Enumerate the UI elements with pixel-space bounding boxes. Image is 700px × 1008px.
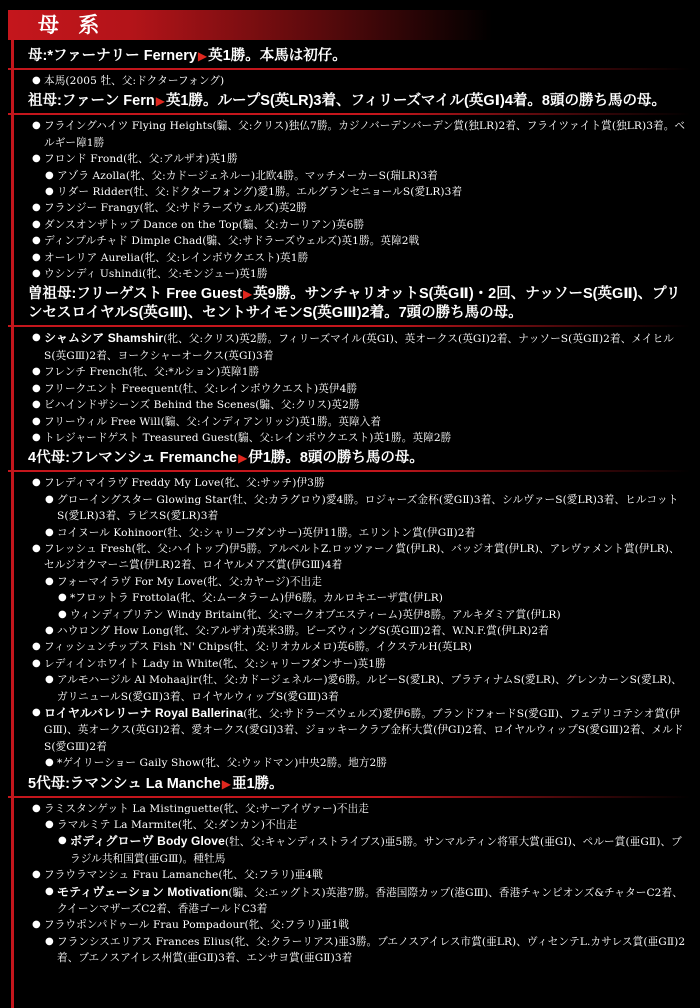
progeny-entry xyxy=(28,934,690,967)
section-2 xyxy=(28,285,690,446)
section-divider xyxy=(8,68,690,70)
progeny-entry xyxy=(28,607,690,623)
section-1 xyxy=(28,92,690,282)
triangle-arrow-icon: ▶ xyxy=(221,776,231,791)
progeny-entry xyxy=(28,430,690,446)
triangle-arrow-icon: ▶ xyxy=(238,451,248,466)
progeny-entry xyxy=(28,623,690,639)
entry-text: ダンスオンザトップ Dance on the Top(騸、父:カーリアン)英6勝 xyxy=(44,218,365,231)
progeny-entry xyxy=(28,541,690,574)
dam-name: 5代母:ラマンシュ La Manche xyxy=(28,775,221,792)
entry-text: アルモハージル Al Mohaajir(牡、父:カドージェネルー)愛6勝。ルビーS(愛LR)、プラティナムS(愛LR)、グレンカーンS(愛LR)、ガリニュールS(愛GⅡ)3着、ロイヤルウィップS(愛GⅢ)3着 xyxy=(57,674,682,703)
dam-line-sections xyxy=(28,44,690,967)
progeny-entry xyxy=(28,867,690,883)
dam-name: 母:*ファーナリー Fernery xyxy=(28,48,197,64)
progeny-entry xyxy=(28,73,690,89)
triangle-arrow-icon: ▶ xyxy=(242,287,253,302)
entry-text: フラウラマンシュ Frau Lamanche(牝、父:フラリ)亜4戦 xyxy=(44,869,323,882)
section-divider xyxy=(8,796,690,798)
dam-record: 英9勝。サンチャリオットS(英GⅡ)・2回、ナッソーS(英GⅡ)、プリンセスロイヤルS(英GⅢ)、セントサイモンS(英GⅢ)2着。7頭の勝ち馬の母。 xyxy=(28,286,681,322)
progeny-entry xyxy=(28,330,690,364)
entry-text: (牡、父:キャンディストライプス)亜5勝。サンマルティン将軍大賞(亜GⅠ)、ペルー賞(亜GⅡ)、ブラジル共和国賞(亜GⅢ)。種牡馬 xyxy=(70,836,682,865)
progeny-entry xyxy=(28,168,690,184)
entry-text: グローイングスター Glowing Star(牡、父:カラグロウ)愛4勝。ロジャーズ金杯(愛GⅡ)3着、シルヴァーS(愛LR)3着、ヒルコットS(愛LR)3着、ラピスS(愛LR)3着 xyxy=(57,493,679,523)
progeny-entry xyxy=(28,590,690,606)
highlighted-horse-name: ボディグローヴ Body Glove xyxy=(70,834,225,849)
progeny-entry xyxy=(28,397,690,413)
section-heading xyxy=(28,449,690,468)
entry-text: コイヌール Kohinoor(牡、父:シャリーフダンサー)英伊11勝。エリントン賞(伊GⅡ)2着 xyxy=(57,526,476,539)
progeny-list xyxy=(28,475,690,771)
section-0 xyxy=(28,47,690,89)
entry-text: ウィンディブリテン Windy Britain(牝、父:マークオブエスティーム)英伊8勝。アルキダミア賞(伊LR) xyxy=(70,608,561,621)
progeny-entry xyxy=(28,233,690,249)
progeny-entry xyxy=(28,917,690,933)
progeny-entry xyxy=(28,475,690,491)
entry-text: フィッシュンチップス Fish 'N' Chips(牡、父:リオカルメロ)英6勝。イクステルH(英LR) xyxy=(44,641,473,654)
progeny-entry xyxy=(28,801,690,817)
progeny-entry xyxy=(28,118,690,151)
progeny-entry xyxy=(28,755,690,771)
progeny-entry xyxy=(28,250,690,266)
entry-text: (牝、父:クリス)英2勝。フィリーズマイル(英GⅠ)、英オークス(英GⅠ)2着、ナッソーS(英GⅡ)2着、メイヒルS(英GⅢ)2着、ヨークシャーオークス(英GⅠ)3着 xyxy=(44,333,674,362)
entry-text: フロンド Frond(牝、父:アルザオ)英1勝 xyxy=(44,153,238,166)
progeny-entry xyxy=(28,574,690,590)
progeny-entry xyxy=(28,492,690,525)
triangle-arrow-icon: ▶ xyxy=(155,94,165,109)
page-title: 母 系 xyxy=(38,13,106,37)
progeny-entry xyxy=(28,151,690,167)
entry-text: フリークエント Freequent(牡、父:レインボウクエスト)英伊4勝 xyxy=(44,382,358,395)
section-heading xyxy=(28,775,690,794)
entry-text: *ゲイリーショー Gaily Show(牝、父:ウッドマン)中央2勝。地方2勝 xyxy=(57,757,387,770)
progeny-entry xyxy=(28,639,690,655)
entry-text: フリーウィル Free Will(騸、父:インディアンリッジ)英1勝。英障入着 xyxy=(44,415,382,428)
entry-text: フランシスエリアス Frances Elius(牝、父:クラーリアス)亜3勝。ブエノスアイレス市賞(亜LR)、ヴィセンテL.カサレス賞(亜GⅡ)2着、ブエノスアイレス州賞(亜GⅡ)3着、エンサヨ賞(亜GⅡ)3着 xyxy=(57,935,686,965)
progeny-entry xyxy=(28,381,690,397)
progeny-list xyxy=(28,73,690,89)
progeny-list xyxy=(28,330,690,446)
entry-text: フレンチ French(牝、父:*ルション)英障1勝 xyxy=(44,366,260,379)
entry-text: 本馬(2005 牡、父:ドクターフォング) xyxy=(44,75,225,87)
progeny-entry xyxy=(28,364,690,380)
entry-text: フレディマイラヴ Freddy My Love(牝、父:サッチ)伊3勝 xyxy=(44,477,325,490)
title-background xyxy=(8,10,700,40)
highlighted-horse-name: モティヴェーション Motivation xyxy=(57,884,229,899)
progeny-entry xyxy=(28,672,690,705)
highlighted-horse-name: ロイヤルバレリーナ Royal Ballerina xyxy=(44,706,244,720)
progeny-entry xyxy=(28,217,690,233)
entry-text: フレッシュ Fresh(牝、父:ハイトップ)伊5勝。アルベルトZ.ロッツァーノ賞(伊LR)、バッジオ賞(伊LR)、アレヴァメント賞(伊LR)、セルジオクマーニ賞(伊LR)2着、ロイヤルメアズ賞(伊GⅢ)4着 xyxy=(44,542,680,572)
progeny-entry xyxy=(28,817,690,833)
section-heading xyxy=(28,92,690,111)
progeny-entry xyxy=(28,266,690,282)
title-bar xyxy=(0,10,700,40)
entry-text: (騸、父:エッグトス)英港7勝。香港国際カップ(港GⅢ)、香港チャンピオンズ&チャターC2着、クイーンマザーズC2着、香港ゴールドC3着 xyxy=(57,886,683,916)
section-divider xyxy=(8,113,690,115)
entry-text: フォーマイラヴ For My Love(牝、父:カヤージ)不出走 xyxy=(57,575,322,588)
dam-name: 4代母:フレマンシュ Fremanche xyxy=(28,450,238,467)
progeny-list xyxy=(28,801,690,967)
entry-text: ディンプルチャド Dimple Chad(騸、父:サドラーズウェルズ)英1勝。英障2戦 xyxy=(44,235,420,248)
entry-text: ビハインドザシーンズ Behind the Scenes(騸、父:クリス)英2勝 xyxy=(44,399,360,412)
dam-name: 曽祖母:フリーゲスト Free Guest xyxy=(28,286,242,303)
entry-text: レディインホワイト Lady in White(牝、父:シャリーフダンサー)英1勝 xyxy=(44,657,386,670)
progeny-entry xyxy=(28,884,690,918)
section-heading xyxy=(28,285,690,323)
progeny-entry xyxy=(28,184,690,200)
entry-text: ウシンディ Ushindi(牝、父:モンジュー)英1勝 xyxy=(44,268,268,281)
dam-record: 英1勝。ループS(英LR)3着、フィリーズマイル(英GⅠ)4着。8頭の勝ち馬の母。 xyxy=(165,93,666,110)
entry-text: ラマルミテ La Marmite(牝、父:ダンカン)不出走 xyxy=(57,819,298,832)
progeny-entry xyxy=(28,705,690,755)
progeny-entry xyxy=(28,525,690,541)
section-4 xyxy=(28,775,690,967)
entry-text: フライングハイツ Flying Heights(騸、父:クリス)独仏7勝。カジノバーデンバーデン賞(独LR)2着、フライツァイト賞(独LR)3着。ベルギー障1勝 xyxy=(44,120,686,149)
dam-record: 英1勝。本馬は初仔。 xyxy=(208,48,347,64)
section-divider xyxy=(8,325,690,327)
section-divider xyxy=(8,470,690,472)
entry-text: *フロットラ Frottola(牝、父:ムータラーム)伊6勝。カルロキエーザ賞(伊LR) xyxy=(70,592,443,605)
entry-text: アゾラ Azolla(牝、父:カドージェネルー)北欧4勝。マッチメーカーS(瑞LR)3着 xyxy=(57,169,438,182)
entry-text: オーレリア Aurelia(牝、父:レインボウクエスト)英1勝 xyxy=(44,251,309,264)
triangle-arrow-icon: ▶ xyxy=(197,49,208,63)
entry-text: フランジー Frangy(牝、父:サドラーズウェルズ)英2勝 xyxy=(44,202,308,215)
progeny-entry xyxy=(28,414,690,430)
entry-text: リダー Ridder(牡、父:ドクターフォング)愛1勝。エルグランセニョールS(愛LR)3着 xyxy=(57,186,463,199)
dam-record: 伊1勝。8頭の勝ち馬の母。 xyxy=(248,450,424,467)
section-heading xyxy=(28,47,690,66)
dam-name: 祖母:ファーン Fern xyxy=(28,93,155,110)
progeny-list xyxy=(28,118,690,282)
progeny-entry xyxy=(28,200,690,216)
highlighted-horse-name: シャムシア Shamshir xyxy=(44,331,164,346)
entry-text: ハウロング How Long(牝、父:アルザオ)英米3勝。ビーズウィングS(英GⅢ)2着、W.N.F.賞(伊LR)2着 xyxy=(57,624,549,637)
progeny-entry xyxy=(28,656,690,672)
entry-text: トレジャードゲスト Treasured Guest(騸、父:レインボウクエスト)英1勝。英障2勝 xyxy=(44,431,452,444)
entry-text: フラウポンパドゥール Frau Pompadour(牝、父:フラリ)亜1戦 xyxy=(44,919,350,932)
entry-text: ラミスタンゲット La Mistinguette(牝、父:サーアイヴァー)不出走 xyxy=(44,802,369,815)
progeny-entry xyxy=(28,833,690,867)
section-3 xyxy=(28,449,690,771)
left-red-rule xyxy=(11,40,14,1008)
entry-text: (牝、父:サドラーズウェルズ)愛伊6勝。ブランドフォードS(愛GⅡ)、フェデリコテシオ賞(伊GⅢ)、英オークス(英GⅠ)2着、愛オークス(愛GⅠ)3着、ジョッキークラブ金杯大賞(伊GⅠ)2着、ロイヤルウィップS(愛GⅢ)2着、メルドS(愛GⅢ)2着 xyxy=(44,708,684,753)
dam-record: 亜1勝。 xyxy=(231,775,284,792)
